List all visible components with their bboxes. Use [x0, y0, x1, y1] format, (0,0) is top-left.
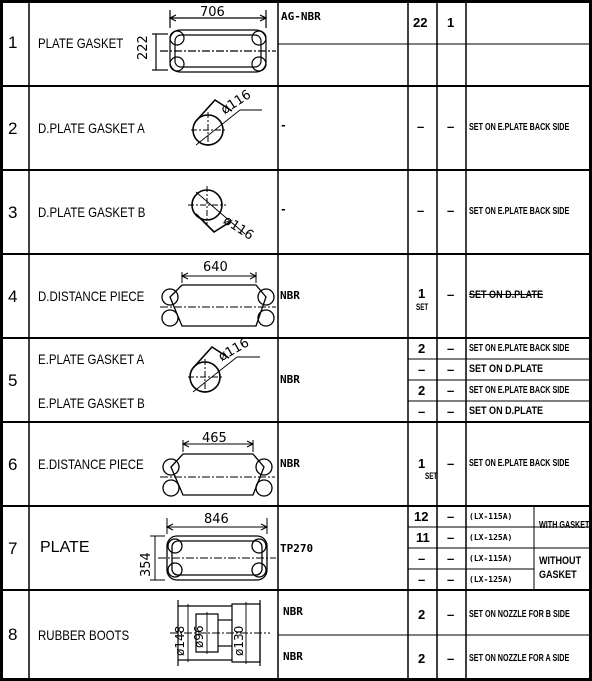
- row-8a-remark: SET ON NOZZLE FOR B SIDE: [469, 609, 570, 620]
- row-5d-qty: –: [418, 404, 426, 419]
- row-8-dim-96: ø96: [192, 625, 206, 648]
- row-2-number: 2: [8, 119, 18, 138]
- row-7-note-without-2: GASKET: [539, 569, 577, 581]
- row-6-remark: SET ON E.PLATE BACK SIDE: [469, 458, 570, 469]
- row-8a-material: NBR: [283, 605, 303, 618]
- row-8b-qty2: –: [447, 651, 455, 666]
- row-6-part-name: E.DISTANCE PIECE: [38, 456, 144, 472]
- row-1-height-dim: 222: [136, 35, 151, 60]
- row-1-number: 1: [8, 33, 18, 52]
- row-4-number: 4: [8, 287, 18, 306]
- row-2-qty: –: [417, 119, 425, 134]
- row-7d-qty: –: [418, 572, 426, 587]
- row-1-qty2: 1: [447, 15, 455, 30]
- row-6-qty: 1: [418, 456, 426, 471]
- row-5c-qty2: –: [447, 383, 455, 398]
- row-7-height-dim: 354: [139, 552, 154, 577]
- row-8a-qty2: –: [447, 607, 455, 622]
- row-3-material: -: [280, 203, 287, 216]
- row-5b-qty: –: [418, 362, 426, 377]
- row-8a-qty: 2: [418, 607, 426, 622]
- row-4-qty: 1: [418, 286, 426, 301]
- row-4-qty-unit: SET: [416, 302, 429, 312]
- row-7-note-with-gasket: WITH GASKET: [539, 520, 590, 531]
- row-8b-remark: SET ON NOZZLE FOR A SIDE: [469, 653, 570, 664]
- row-3-qty: –: [417, 203, 425, 218]
- row-5b-qty2: –: [447, 362, 455, 377]
- row-2-material: -: [280, 119, 287, 132]
- row-8b-material: NBR: [283, 650, 303, 663]
- row-7b-model: (LX-125A): [469, 533, 513, 542]
- row-3-qty2: –: [447, 203, 455, 218]
- row-6-width-dim: 465: [202, 431, 227, 446]
- row-8-dim-130: ø130: [232, 625, 246, 656]
- row-6-qty2: –: [447, 456, 455, 471]
- row-1-qty: 22: [413, 15, 428, 30]
- row-2-qty2: –: [447, 119, 455, 134]
- row-4-material: NBR: [280, 289, 300, 302]
- row-6-material: NBR: [280, 457, 300, 470]
- row-2-diameter-dim: ø116: [218, 87, 255, 118]
- row-5-part-name-a: E.PLATE GASKET A: [38, 351, 145, 367]
- row-5d-qty2: –: [447, 404, 455, 419]
- row-2-part-name: D.PLATE GASKET A: [38, 120, 145, 136]
- row-5-part-name-b: E.PLATE GASKET B: [38, 395, 145, 411]
- plate-drawing: [150, 518, 276, 580]
- row-5c-remark: SET ON E.PLATE BACK SIDE: [469, 385, 570, 396]
- row-7d-model: (LX-125A): [469, 575, 513, 584]
- row-3-diameter-dim: ø116: [220, 213, 257, 244]
- row-1-part-name: PLATE GASKET: [38, 35, 124, 51]
- row-1-material: AG-NBR: [281, 10, 321, 23]
- e-distance-piece-drawing: [160, 440, 275, 496]
- row-7a-qty2: –: [447, 509, 455, 524]
- row-3-number: 3: [8, 203, 18, 222]
- row-7b-qty: 11: [416, 530, 430, 545]
- row-5a-qty: 2: [418, 341, 426, 356]
- row-5-number: 5: [8, 371, 18, 390]
- row-7d-qty2: –: [447, 572, 455, 587]
- row-3-remark: SET ON E.PLATE BACK SIDE: [469, 206, 570, 217]
- row-7a-model: (LX-115A): [469, 512, 513, 521]
- row-7-material: TP270: [280, 542, 314, 555]
- row-8b-qty: 2: [418, 651, 426, 666]
- row-2-remark: SET ON E.PLATE BACK SIDE: [469, 122, 570, 133]
- row-7b-qty2: –: [447, 530, 455, 545]
- row-5b-remark: SET ON D.PLATE: [469, 363, 544, 375]
- row-8-part-name: RUBBER BOOTS: [38, 627, 130, 643]
- row-5a-qty2: –: [447, 341, 455, 356]
- row-7-part-name: PLATE: [40, 539, 90, 556]
- row-8-number: 8: [8, 625, 18, 644]
- d-distance-piece-drawing: [160, 272, 276, 326]
- row-7-note-without-1: WITHOUT: [539, 555, 582, 567]
- row-6-number: 6: [8, 455, 18, 474]
- row-7c-qty: –: [418, 551, 426, 566]
- row-4-part-name: D.DISTANCE PIECE: [38, 288, 145, 304]
- row-3-part-name: D.PLATE GASKET B: [38, 204, 146, 220]
- row-7c-qty2: –: [447, 551, 455, 566]
- row-8-dim-148: ø148: [173, 625, 187, 656]
- row-5a-remark: SET ON E.PLATE BACK SIDE: [469, 343, 570, 354]
- row-5-diameter-dim: ø116: [216, 335, 252, 365]
- row-4-remark: SET ON D.PLATE: [469, 289, 544, 301]
- row-4-qty2: –: [447, 287, 455, 302]
- row-4-width-dim: 640: [203, 260, 228, 275]
- row-7-width-dim: 846: [204, 512, 229, 527]
- row-7-number: 7: [8, 539, 18, 558]
- row-5d-remark: SET ON D.PLATE: [469, 405, 544, 417]
- row-5c-qty: 2: [418, 383, 426, 398]
- row-7c-model: (LX-115A): [469, 554, 513, 563]
- row-6-qty-unit: SET: [425, 471, 438, 481]
- row-1-width-dim: 706: [200, 5, 225, 20]
- row-5-material: NBR: [280, 373, 300, 386]
- row-7a-qty: 12: [414, 509, 429, 524]
